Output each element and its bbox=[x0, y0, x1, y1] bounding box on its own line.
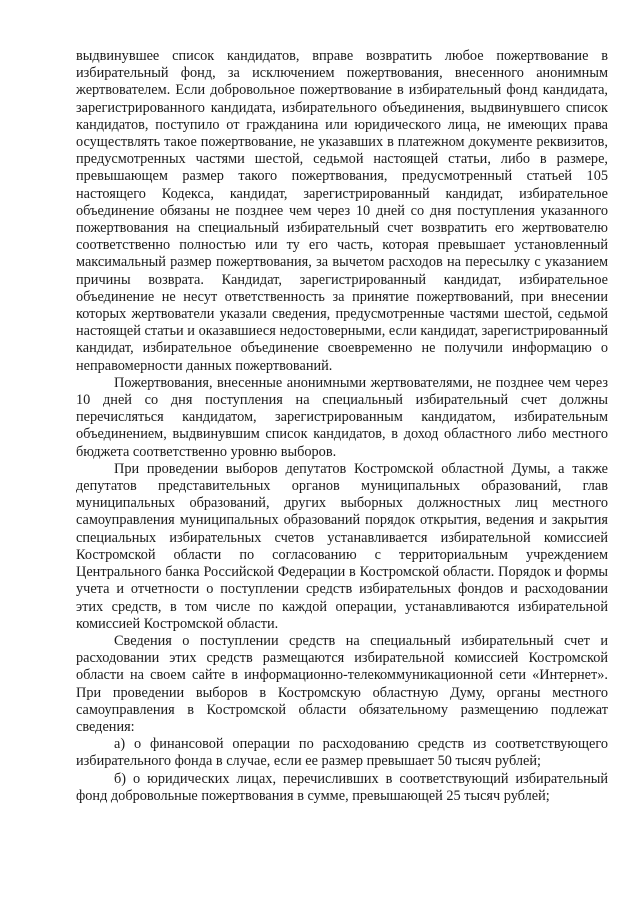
paragraph-special-accounts: При проведении выборов депутатов Костромской областной Думы, а также депутатов представительных органов муниципальных образований, глав муниципальных образований, других выборных должностных лиц местного самоуправления муниципальных образований порядок открытия, ведения и закрытия специальных избирательных счетов устанавливается избирательной комиссией Костромской области по согласованию с территориальным учреждением Центрального банка Российской Федерации в Костромской области. Порядок и формы учета и отчетности о поступлении средств избирательных фондов и расходовании этих средств, в том числе по каждой операции, устанавливаются избирательной комиссией Костромской области. bbox=[76, 460, 608, 632]
paragraph-anonymous-donations: Пожертвования, внесенные анонимными жертвователями, не позднее чем через 10 дней со дня поступления на специальный избирательный счет должны перечисляться кандидатом, зарегистрированным кандидатом, избирательным объединением, выдвинувшим список кандидатов, в доход областного либо местного бюджета соответственно уровню выборов. bbox=[76, 374, 608, 460]
list-item-a: а) о финансовой операции по расходованию средств из соответствующего избирательного фонда в случае, если ее размер превышает 50 тысяч рублей; bbox=[76, 736, 608, 770]
paragraph-information-publication: Сведения о поступлении средств на специальный избирательный счет и расходовании этих средств размещаются избирательной комиссией Костромской области на своем сайте в информационно-телекоммуникационной сети «Интернет». При проведении выборов в Костромскую областную Думу, органы местного самоуправления в Костромской области обязательному размещению подлежат сведения: bbox=[76, 632, 608, 735]
list-item-b: б) о юридических лицах, перечисливших в соответствующий избирательный фонд добровольные пожертвования в сумме, превышающей 25 тысяч рублей; bbox=[76, 770, 608, 804]
paragraph-continuation: выдвинувшее список кандидатов, вправе возвратить любое пожертвование в избирательный фонд, за исключением пожертвования, внесенного анонимным жертвователем. Если добровольное пожертвование в избирательный фонд кандидата, зарегистрированного кандидата, избирательного объединения, выдвинувшего список кандидатов, поступило от гражданина или юридического лица, не имеющих права осуществлять такое пожертвование, не указавших в платежном документе реквизитов, предусмотренных частями шестой, седьмой настоящей статьи, либо в размере, превышающем размер такого пожертвования, предусмотренный статьей 105 настоящего Кодекса, кандидат, зарегистрированный кандидат, избирательное объединение обязаны не позднее чем через 10 дней со дня поступления указанного пожертвования на специальный избирательный счет возвратить его жертвователю соответственно полностью или ту его часть, которая превышает установленный максимальный размер пожертвования, за вычетом расходов на пересылку с указанием причины возврата. Кандидат, зарегистрированный кандидат, избирательное объединение не несут ответственность за принятие пожертвований, при внесении которых жертвователи указали сведения, предусмотренные частями шестой, седьмой настоящей статьи и оказавшиеся недостоверными, если кандидат, зарегистрированный кандидат, избирательное объединение своевременно не получили информацию о неправомерности данных пожертвований. bbox=[76, 48, 608, 374]
